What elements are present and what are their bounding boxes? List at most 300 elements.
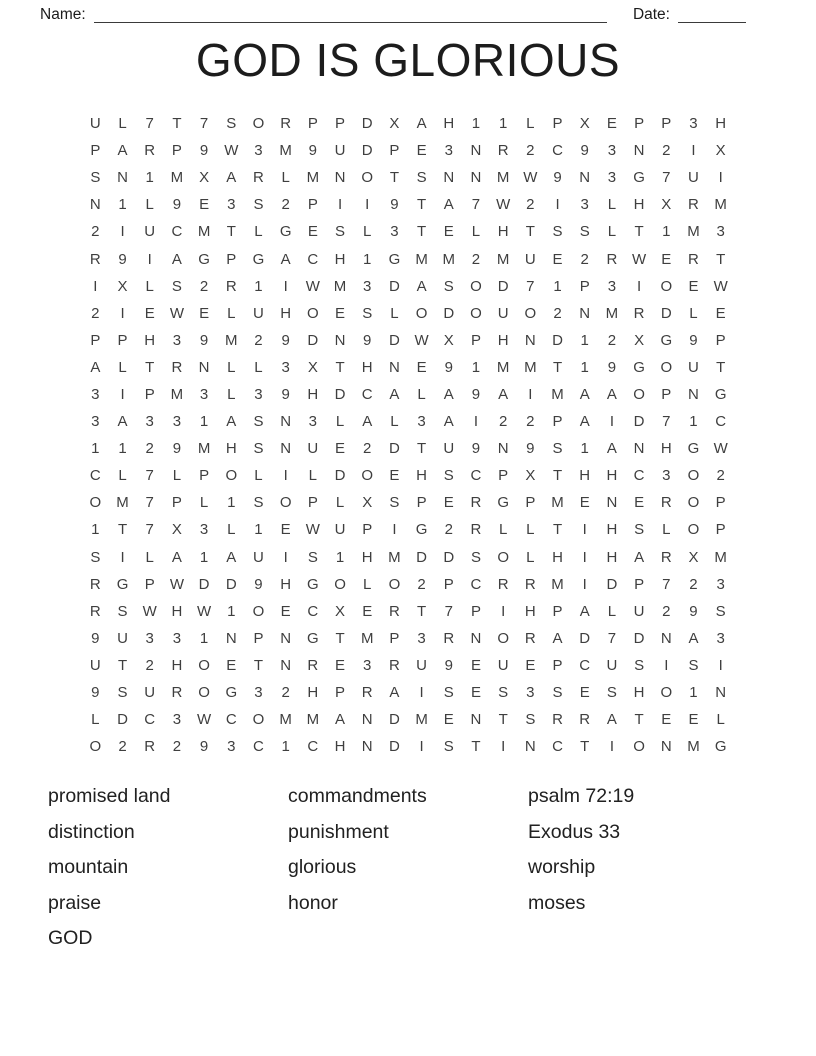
grid-row (82, 354, 735, 381)
grid-cell: D (361, 115, 373, 133)
word-list-item: Exodus 33 (528, 820, 621, 843)
grid-cell: I (637, 277, 642, 295)
grid-cell: H (497, 223, 509, 241)
grid-cell: C (253, 738, 264, 756)
grid-cell: N (334, 331, 346, 349)
grid-cell: C (361, 385, 373, 403)
grid-cell: D (225, 575, 237, 593)
grid-cell: I (501, 602, 506, 620)
grid-cell: 9 (172, 440, 182, 458)
grid-cell: 2 (145, 656, 154, 674)
grid-cell: 2 (580, 250, 589, 268)
grid-cell: 1 (145, 169, 154, 187)
grid-cell: N (89, 196, 101, 214)
grid-cell: P (552, 602, 563, 620)
grid-cell: O (497, 548, 509, 566)
grid-cell: 1 (363, 250, 372, 268)
grid-cell: H (606, 548, 618, 566)
grid-cell: R (497, 575, 509, 593)
grid-cell: T (417, 440, 427, 458)
grid-cell: R (524, 575, 536, 593)
grid-cell: W (414, 331, 429, 349)
grid-cell: 1 (471, 115, 481, 133)
grid-cell: U (307, 440, 319, 458)
grid-cell: L (145, 196, 154, 214)
grid-cell: I (664, 656, 669, 674)
grid-cell: T (335, 629, 345, 647)
grid-cell: W (496, 196, 511, 214)
grid-cell: I (582, 548, 587, 566)
grid-cell: W (197, 711, 212, 729)
grid-cell: 2 (91, 223, 100, 241)
grid-cell: A (362, 413, 373, 431)
date-blank-line (678, 7, 746, 23)
grid-cell: 1 (662, 223, 671, 241)
grid-cell: E (199, 196, 210, 214)
grid-cell: I (609, 413, 614, 431)
grid-cell: N (660, 629, 672, 647)
grid-cell: A (416, 277, 427, 295)
grid-cell: R (470, 521, 482, 539)
grid-cell: T (634, 711, 644, 729)
grid-cell: I (120, 304, 125, 322)
grid-cell: I (93, 277, 98, 295)
grid-cell: 3 (607, 169, 617, 187)
grid-cell: L (390, 304, 399, 322)
grid-cell: 2 (716, 467, 725, 485)
grid-cell: 9 (444, 656, 453, 674)
grid-cell: N (280, 656, 292, 674)
grid-cell: 3 (91, 413, 100, 431)
grid-cell: C (552, 142, 563, 160)
grid-cell: P (144, 575, 155, 593)
grid-cell: 2 (662, 142, 671, 160)
grid-cell: C (579, 656, 591, 674)
grid-cell: I (609, 738, 614, 756)
grid-cell: X (688, 548, 699, 566)
grid-cell: O (89, 738, 102, 756)
grid-row (82, 652, 735, 679)
grid-cell: 3 (363, 656, 372, 674)
grid-cell: G (633, 358, 645, 376)
grid-cell: S (634, 656, 645, 674)
word-list-item: worship (528, 856, 596, 879)
grid-cell: 2 (118, 738, 127, 756)
grid-row (82, 706, 735, 733)
grid-cell: 3 (716, 223, 725, 241)
grid-cell: N (497, 440, 509, 458)
grid-cell: E (280, 602, 291, 620)
grid-cell: H (552, 548, 563, 566)
grid-cell: P (90, 142, 101, 160)
grid-cell: I (365, 196, 370, 214)
grid-cell: 7 (526, 277, 535, 295)
grid-cell: D (633, 413, 645, 431)
grid-cell: D (443, 548, 455, 566)
grid-cell: U (497, 656, 509, 674)
grid-cell: S (443, 277, 454, 295)
grid-cell: M (415, 711, 428, 729)
grid-cell: A (579, 385, 590, 403)
grid-cell: X (525, 467, 536, 485)
grid-cell: L (417, 385, 426, 403)
grid-cell: 3 (444, 142, 453, 160)
grid-cell: C (633, 467, 645, 485)
grid-cell: D (388, 440, 400, 458)
grid-cell: P (443, 575, 454, 593)
grid-cell: 2 (689, 575, 698, 593)
grid-cell: I (473, 413, 479, 431)
grid-cell: P (552, 115, 563, 133)
grid-cell: E (579, 684, 590, 702)
grid-cell: S (606, 684, 617, 702)
grid-cell: P (307, 196, 318, 214)
grid-cell: S (552, 440, 563, 458)
grid-cell: H (443, 115, 455, 133)
grid-cell: L (118, 115, 127, 133)
grid-cell: L (498, 521, 508, 539)
grid-cell: S (171, 277, 182, 295)
grid-cell: N (361, 711, 373, 729)
grid-cell: L (227, 521, 236, 539)
grid-cell: I (283, 467, 288, 485)
grid-cell: R (388, 602, 400, 620)
grid-cell: E (661, 250, 672, 268)
grid-cell: P (307, 115, 318, 133)
grid-cell: 7 (662, 575, 671, 593)
grid-cell: T (417, 602, 427, 620)
grid-cell: D (416, 548, 428, 566)
grid-cell: D (552, 331, 563, 349)
grid-cell: M (605, 304, 619, 322)
grid-cell: 9 (199, 738, 209, 756)
grid-cell: I (555, 196, 560, 214)
word-list-column (288, 779, 528, 957)
grid-cell: O (89, 494, 102, 512)
grid-cell: A (171, 548, 182, 566)
grid-cell: 2 (91, 304, 100, 322)
grid-cell: R (307, 656, 319, 674)
grid-cell: I (718, 656, 723, 674)
grid-cell: 3 (716, 629, 725, 647)
grid-cell: P (634, 115, 645, 133)
grid-cell: D (198, 575, 210, 593)
grid-cell: H (171, 602, 183, 620)
grid-cell: M (225, 331, 238, 349)
grid-cell: H (497, 331, 509, 349)
grid-cell: I (419, 738, 424, 756)
grid-cell: L (363, 223, 372, 241)
grid-cell: L (172, 467, 182, 485)
grid-cell: G (307, 629, 319, 647)
grid-cell: S (579, 223, 590, 241)
grid-cell: T (525, 223, 535, 241)
grid-cell: E (307, 223, 318, 241)
grid-cell: 9 (390, 196, 399, 214)
grid-cell: 3 (254, 385, 263, 403)
grid-cell: 1 (335, 548, 345, 566)
grid-cell: E (634, 494, 645, 512)
grid-cell: E (525, 656, 536, 674)
grid-cell: U (633, 602, 645, 620)
grid-cell: O (198, 656, 210, 674)
grid-cell: 3 (172, 711, 182, 729)
grid-cell: E (470, 684, 481, 702)
grid-cell: 9 (363, 331, 372, 349)
grid-cell: 7 (607, 629, 617, 647)
grid-cell: G (415, 521, 428, 539)
grid-cell: G (714, 385, 727, 403)
grid-cell: M (333, 277, 347, 295)
grid-cell: A (389, 684, 400, 702)
grid-cell: H (606, 521, 618, 539)
grid-cell: S (253, 494, 264, 512)
grid-cell: S (443, 467, 454, 485)
grid-cell: H (524, 602, 536, 620)
grid-cell: 1 (689, 684, 698, 702)
grid-cell: A (335, 711, 346, 729)
grid-cell: U (89, 115, 101, 133)
grid-cell: G (279, 223, 292, 241)
grid-cell: S (335, 223, 346, 241)
grid-cell: 3 (172, 413, 182, 431)
grid-cell: M (714, 548, 727, 566)
grid-cell: W (169, 575, 184, 593)
grid-cell: N (715, 684, 727, 702)
grid-cell: H (334, 250, 346, 268)
grid-cell: 9 (281, 385, 290, 403)
grid-cell: D (388, 331, 400, 349)
grid-cell: P (661, 115, 672, 133)
grid-cell: T (580, 738, 590, 756)
grid-cell: H (307, 684, 319, 702)
grid-cell: M (551, 494, 564, 512)
grid-cell: S (552, 223, 563, 241)
grid-cell: E (443, 494, 454, 512)
grid-cell: D (497, 277, 509, 295)
grid-cell: S (226, 115, 237, 133)
grid-cell: U (334, 521, 346, 539)
grid-cell: 9 (689, 331, 698, 349)
grid-cell: L (254, 358, 263, 376)
grid-cell: R (688, 250, 699, 268)
grid-cell: L (662, 521, 671, 539)
grid-cell: L (689, 304, 698, 322)
grid-cell: 9 (444, 358, 453, 376)
grid-cell: U (606, 656, 618, 674)
grid-cell: R (633, 304, 645, 322)
grid-cell: W (305, 521, 320, 539)
grid-cell: S (416, 169, 427, 187)
grid-cell: P (144, 385, 155, 403)
grid-cell: M (551, 575, 564, 593)
grid-cell: 7 (145, 467, 154, 485)
grid-cell: 1 (227, 602, 236, 620)
grid-cell: R (361, 684, 373, 702)
grid-cell: O (687, 494, 700, 512)
grid-cell: R (144, 738, 156, 756)
grid-cell: A (226, 548, 237, 566)
grid-cell: G (116, 575, 129, 593)
grid-cell: D (361, 142, 373, 160)
grid-cell: R (171, 684, 183, 702)
grid-cell: N (470, 142, 482, 160)
grid-cell: P (253, 629, 264, 647)
grid-cell: U (443, 440, 455, 458)
grid-cell: I (392, 521, 397, 539)
grid-cell: A (117, 142, 128, 160)
grid-cell: N (280, 629, 292, 647)
grid-cell: 2 (553, 304, 562, 322)
grid-cell: P (715, 521, 726, 539)
grid-cell: 1 (254, 277, 263, 295)
grid-cell: T (117, 521, 128, 539)
grid-cell: E (416, 358, 427, 376)
grid-cell: S (253, 196, 264, 214)
grid-cell: R (524, 629, 536, 647)
grid-cell: T (716, 358, 726, 376)
grid-cell: M (306, 711, 320, 729)
grid-cell: 1 (199, 548, 209, 566)
grid-cell: H (280, 575, 292, 593)
grid-cell: D (307, 331, 319, 349)
grid-cell: G (497, 494, 509, 512)
grid-cell: E (335, 304, 346, 322)
grid-cell: H (660, 440, 672, 458)
grid-cell: P (389, 142, 400, 160)
grid-cell: T (417, 196, 427, 214)
grid-cell: 9 (254, 575, 263, 593)
grid-cell: A (606, 711, 617, 729)
grid-cell: M (524, 358, 537, 376)
grid-cell: O (252, 602, 265, 620)
grid-cell: 9 (607, 358, 617, 376)
grid-cell: 2 (363, 440, 372, 458)
grid-cell: H (715, 115, 727, 133)
grid-cell: U (117, 629, 128, 647)
grid-cell: A (443, 385, 454, 403)
grid-cell: L (254, 223, 263, 241)
word-list-item: punishment (288, 820, 389, 843)
word-list (48, 779, 768, 957)
grid-cell: 1 (118, 196, 127, 214)
grid-cell: P (307, 494, 318, 512)
grid-cell: 2 (254, 331, 263, 349)
grid-cell: 9 (199, 142, 209, 160)
grid-cell: 1 (91, 440, 100, 458)
grid-cell: W (224, 142, 239, 160)
word-list-item: commandments (288, 785, 427, 807)
grid-cell: N (524, 331, 536, 349)
grid-cell: N (280, 413, 292, 431)
grid-cell: P (634, 575, 645, 593)
grid-cell: 7 (145, 521, 154, 539)
grid-cell: P (171, 142, 182, 160)
grid-cell: A (226, 169, 237, 187)
grid-cell: M (687, 738, 700, 756)
grid-cell: 3 (254, 142, 263, 160)
grid-cell: S (253, 413, 264, 431)
grid-cell: L (118, 358, 127, 376)
grid-cell: T (552, 358, 563, 376)
grid-cell: 7 (145, 115, 154, 133)
grid-cell: P (715, 331, 726, 349)
grid-cell: M (496, 250, 510, 268)
grid-cell: X (389, 115, 400, 133)
grid-cell: X (335, 602, 346, 620)
grid-cell: 9 (91, 684, 100, 702)
grid-cell: S (498, 684, 509, 702)
grid-cell: P (661, 385, 672, 403)
grid-cell: L (607, 196, 617, 214)
grid-cell: 3 (199, 385, 209, 403)
grid-cell: O (361, 467, 374, 485)
grid-cell: I (147, 250, 152, 268)
grid-cell: 3 (172, 331, 182, 349)
grid-row (82, 164, 735, 191)
grid-cell: 7 (662, 413, 671, 431)
grid-cell: D (633, 629, 645, 647)
grid-cell: 3 (254, 684, 263, 702)
grid-cell: R (253, 169, 264, 187)
grid-cell: O (524, 304, 537, 322)
grid-cell: D (388, 738, 400, 756)
grid-cell: H (633, 196, 645, 214)
grid-cell: R (280, 115, 292, 133)
grid-cell: 9 (172, 196, 182, 214)
grid-cell: R (388, 656, 400, 674)
grid-cell: 1 (199, 413, 209, 431)
grid-cell: S (253, 440, 264, 458)
grid-cell: 3 (145, 413, 154, 431)
grid-cell: S (117, 684, 128, 702)
grid-cell: N (606, 494, 618, 512)
grid-cell: E (199, 304, 210, 322)
grid-cell: H (280, 304, 292, 322)
grid-cell: E (226, 656, 237, 674)
grid-cell: R (144, 142, 156, 160)
grid-cell: T (389, 169, 399, 187)
grid-cell: T (417, 223, 427, 241)
grid-cell: L (118, 467, 127, 485)
grid-cell: T (145, 358, 155, 376)
grid-cell: U (144, 684, 156, 702)
grid-cell: T (226, 223, 236, 241)
grid-cell: H (334, 738, 346, 756)
grid-cell: I (501, 738, 506, 756)
grid-cell: M (496, 358, 510, 376)
grid-cell: E (470, 656, 481, 674)
grid-row (82, 408, 735, 435)
grid-cell: E (552, 250, 563, 268)
grid-cell: 1 (471, 358, 481, 376)
grid-cell: 3 (390, 223, 399, 241)
grid-cell: N (633, 142, 645, 160)
grid-cell: A (634, 548, 645, 566)
grid-cell: 9 (471, 385, 481, 403)
grid-cell: 9 (308, 142, 318, 160)
grid-cell: N (117, 169, 128, 187)
grid-cell: L (227, 358, 236, 376)
grid-cell: D (117, 711, 128, 729)
grid-cell: I (120, 548, 125, 566)
grid-cell: 3 (172, 629, 182, 647)
grid-cell: S (443, 684, 454, 702)
grid-cell: E (335, 656, 346, 674)
grid-cell: A (117, 413, 128, 431)
grid-cell: I (120, 223, 125, 241)
grid-cell: N (388, 358, 400, 376)
